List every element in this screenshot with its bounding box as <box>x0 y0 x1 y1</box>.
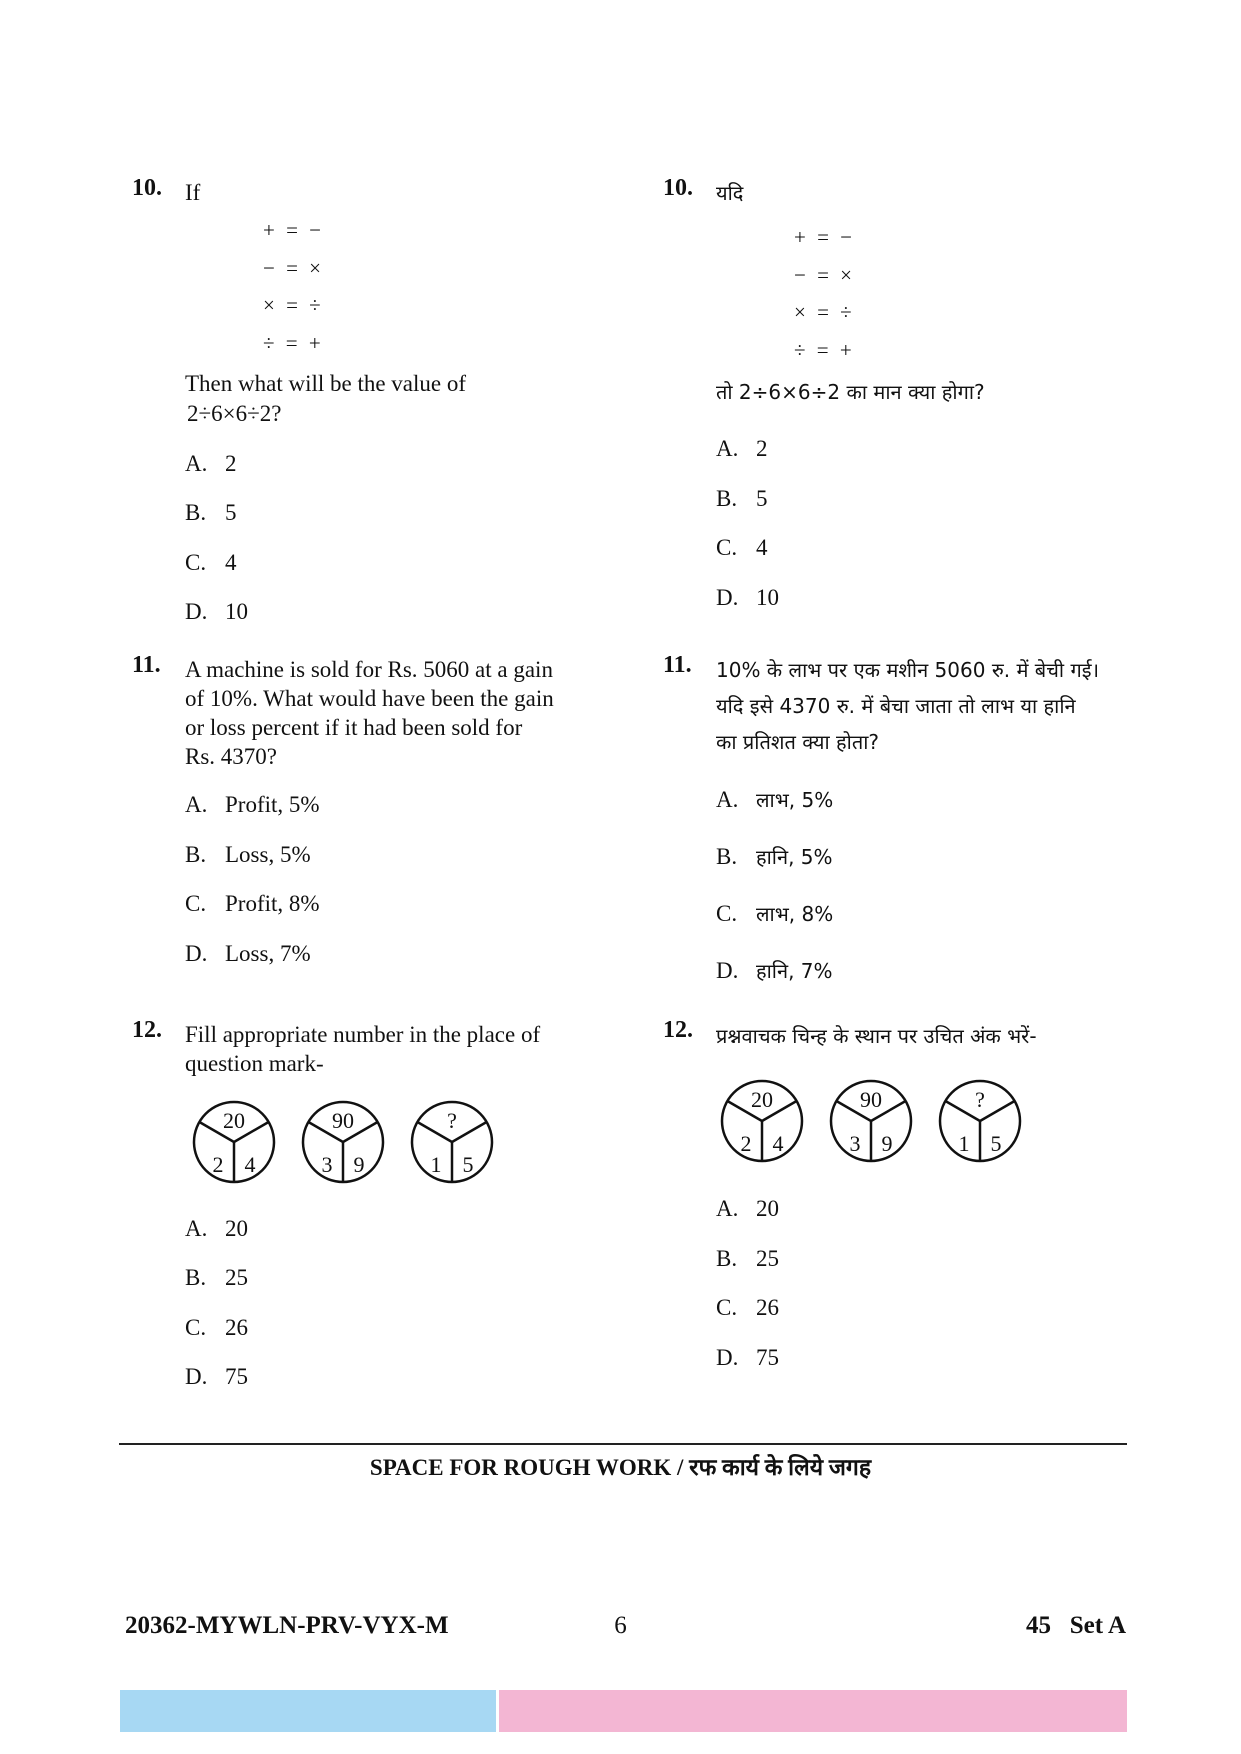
circle-3-hi-top: ? <box>975 1087 985 1112</box>
q10-rule-1-hi: + = − <box>794 225 856 249</box>
circle-3 <box>412 1102 492 1182</box>
q12-option-a[interactable]: A. 20 <box>185 1216 248 1241</box>
q10-rule-2: − = × <box>263 256 325 280</box>
circle-1-left: 2 <box>212 1152 224 1177</box>
q11-option-a-hi[interactable]: A. लाभ, 5% <box>716 787 834 812</box>
circle-1-hi-top: 20 <box>751 1087 773 1112</box>
q11-option-b-hi[interactable]: B. हानि, 5% <box>716 844 833 869</box>
q10-option-a-hi[interactable]: A. 2 <box>716 436 768 461</box>
q10-rule-2-hi: − = × <box>794 263 856 287</box>
q12-line-2: question mark- <box>185 1051 324 1076</box>
page-number: 6 <box>614 1612 627 1639</box>
q10-lead: If <box>185 180 201 205</box>
q10-option-b-hi[interactable]: B. 5 <box>716 486 768 511</box>
q10-option-c-hi[interactable]: C. 4 <box>716 535 768 560</box>
rough-work-divider <box>119 1443 1127 1445</box>
q11-option-c-hi[interactable]: C. लाभ, 8% <box>716 901 834 926</box>
circle-3-hi-left: 1 <box>958 1131 970 1156</box>
q10-option-a[interactable]: A. 2 <box>185 451 237 476</box>
q12-option-c-hi[interactable]: C. 26 <box>716 1295 779 1320</box>
q10-option-c[interactable]: C. 4 <box>185 550 237 575</box>
q11-option-c[interactable]: C. Profit, 8% <box>185 891 320 916</box>
q12-question-hi: प्रश्नवाचक चिन्ह के स्थान पर उचित अंक भरें- <box>716 1024 1037 1048</box>
q11-option-b[interactable]: B. Loss, 5% <box>185 842 311 867</box>
footer-band-pink <box>499 1690 1127 1732</box>
q12-number-hi: 12. <box>663 1017 693 1043</box>
q12-circles-figure-right <box>718 1077 1028 1167</box>
q12-circles-figure-left <box>190 1098 500 1188</box>
q11-option-a[interactable]: A. Profit, 5% <box>185 792 320 817</box>
circle-2-hi <box>831 1081 911 1161</box>
q10-option-b[interactable]: B. 5 <box>185 500 237 525</box>
circle-1-hi-left: 2 <box>740 1131 752 1156</box>
q11-line-1-hi: 10% के लाभ पर एक मशीन 5060 रु. में बेची गई। <box>716 658 1100 682</box>
q11-line-2: of 10%. What would have been the gain <box>185 686 554 711</box>
q12-line-1: Fill appropriate number in the place of <box>185 1022 541 1047</box>
circle-2-hi-top: 90 <box>860 1087 882 1112</box>
circle-2-hi-left: 3 <box>849 1131 861 1156</box>
q11-option-d[interactable]: D. Loss, 7% <box>185 941 311 966</box>
q12-option-b-hi[interactable]: B. 25 <box>716 1246 779 1271</box>
q11-option-d-hi[interactable]: D. हानि, 7% <box>716 958 833 983</box>
circle-1-top: 20 <box>223 1108 245 1133</box>
q12-option-b[interactable]: B. 25 <box>185 1265 248 1290</box>
circle-2-top: 90 <box>332 1108 354 1133</box>
q11-line-4: Rs. 4370? <box>185 744 277 769</box>
q10-rule-3-hi: × = ÷ <box>794 300 855 324</box>
q12-option-a-hi[interactable]: A. 20 <box>716 1196 779 1221</box>
circle-3-left: 1 <box>430 1152 442 1177</box>
circle-3-hi-right: 5 <box>990 1131 1002 1156</box>
q11-line-1: A machine is sold for Rs. 5060 at a gain <box>185 657 553 682</box>
circle-3-top: ? <box>447 1108 457 1133</box>
q10-question-line-2: 2÷6×6÷2? <box>187 401 282 426</box>
q12-option-c[interactable]: C. 26 <box>185 1315 248 1340</box>
q12-number: 12. <box>132 1017 162 1043</box>
q10-option-d-hi[interactable]: D. 10 <box>716 585 779 610</box>
q11-line-3-hi: का प्रतिशत क्या होता? <box>716 730 880 754</box>
footer-band-blue <box>120 1690 496 1732</box>
circle-3-hi <box>940 1081 1020 1161</box>
q11-number: 11. <box>132 652 161 678</box>
q10-rule-4-hi: ÷ = + <box>794 338 855 362</box>
circle-2-left: 3 <box>321 1152 333 1177</box>
q10-number-hi: 10. <box>663 175 693 201</box>
circle-1-hi-right: 4 <box>772 1131 784 1156</box>
q10-rule-4: ÷ = + <box>263 331 324 355</box>
q10-number: 10. <box>132 175 162 201</box>
rough-work-label: SPACE FOR ROUGH WORK / रफ कार्य के लिये जगह <box>369 1455 872 1480</box>
q10-option-d[interactable]: D. 10 <box>185 599 248 624</box>
q10-rule-3: × = ÷ <box>263 293 324 317</box>
q10-lead-hi: यदि <box>716 181 744 205</box>
q10-question-line-1: Then what will be the value of <box>185 371 467 396</box>
q10-question-hi: तो 2÷6×6÷2 का मान क्या होगा? <box>716 380 985 404</box>
set-label: 45 Set A <box>1026 1612 1126 1639</box>
q12-option-d-hi[interactable]: D. 75 <box>716 1345 779 1370</box>
q11-line-3: or loss percent if it had been sold for <box>185 715 523 740</box>
circle-1-right: 4 <box>244 1152 256 1177</box>
q11-line-2-hi: यदि इसे 4370 रु. में बेचा जाता तो लाभ या हानि <box>716 694 1076 718</box>
circle-1 <box>194 1102 274 1182</box>
q12-option-d[interactable]: D. 75 <box>185 1364 248 1389</box>
circle-2 <box>303 1102 383 1182</box>
q10-rule-1: + = − <box>263 218 325 242</box>
circle-2-right: 9 <box>353 1152 365 1177</box>
paper-code: 20362-MYWLN-PRV-VYX-M <box>125 1612 449 1639</box>
circle-1-hi <box>722 1081 802 1161</box>
circle-3-right: 5 <box>462 1152 474 1177</box>
circle-2-hi-right: 9 <box>881 1131 893 1156</box>
q11-number-hi: 11. <box>663 652 692 678</box>
